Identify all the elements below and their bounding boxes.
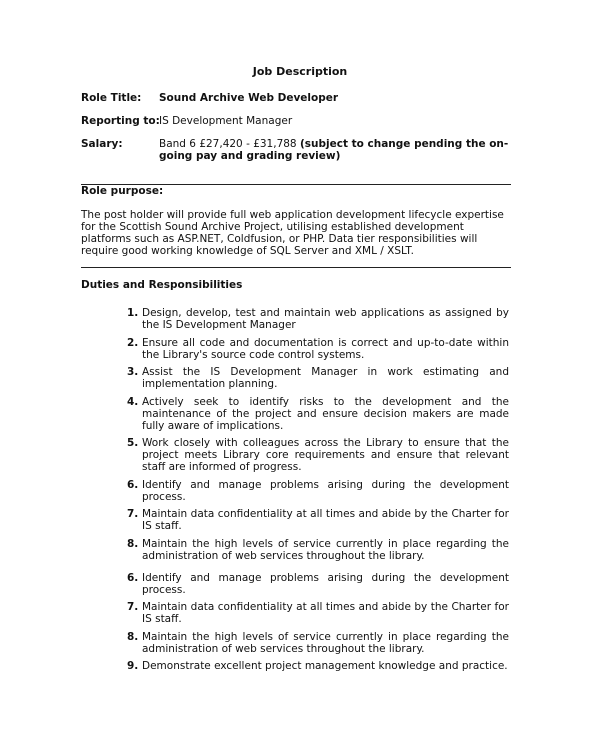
duty-number: 8.	[127, 538, 139, 550]
duty-number: 5.	[127, 437, 139, 449]
duty-text: Maintain the high levels of service currently in place regarding the administration of web services throughout the library.	[142, 631, 509, 655]
duty-text: Ensure all code and documentation is correct and up-to-date within the Library's source code control systems.	[142, 337, 509, 361]
divider-bottom	[81, 267, 511, 268]
duty-text: Design, develop, test and maintain web applications as assigned by the IS Development Manager	[142, 307, 509, 331]
role-purpose-text: The post holder will provide full web application development lifecycle expertise for the Scottish Sound Archive Project, utilising established development platforms such as ASP.NET, Coldfusion, or PHP. Data tier responsibilities will require good working knowledge of SQL Server and XML / XSLT.	[81, 209, 504, 257]
duty-text: Maintain data confidentiality at all times and abide by the Charter for IS staff.	[142, 508, 509, 532]
salary-label: Salary:	[81, 138, 123, 150]
role-purpose-heading: Role purpose:	[81, 185, 164, 197]
duty-number: 7.	[127, 601, 139, 613]
duty-number: 7.	[127, 508, 139, 520]
duty-text: Actively seek to identify risks to the development and the maintenance of the project and ensure decision makers are made fully aware of implications.	[142, 396, 509, 432]
duty-number: 9.	[127, 660, 139, 672]
duty-number: 4.	[127, 396, 139, 408]
document-title: Job Description	[252, 65, 348, 78]
duty-text: Identify and manage problems arising during the development process.	[142, 572, 509, 596]
duty-number: 8.	[127, 631, 139, 643]
duties-heading: Duties and Responsibilities	[81, 279, 243, 291]
role-title-value: Sound Archive Web Developer	[159, 92, 339, 104]
duty-text: Demonstrate excellent project management knowledge and practice.	[142, 660, 508, 672]
salary-band: Band 6 £27,420 - £31,788	[159, 138, 297, 150]
duty-text: Maintain the high levels of service currently in place regarding the administration of web services throughout the library.	[142, 538, 509, 562]
reporting-to-label: Reporting to:	[81, 115, 160, 127]
duty-number: 3.	[127, 366, 139, 378]
salary-value	[159, 138, 511, 162]
duty-text: Identify and manage problems arising during the development process.	[142, 479, 509, 503]
duty-text: Assist the IS Development Manager in work estimating and implementation planning.	[142, 366, 509, 390]
duty-text: Work closely with colleagues across the Library to ensure that the project meets Library core requirements and ensure that relevant staff are informed of progress.	[142, 437, 509, 473]
salary-note: (subject to change pending the on-going pay and grading review)	[159, 138, 509, 162]
duty-number: 6.	[127, 572, 139, 584]
duty-number: 1.	[127, 307, 139, 319]
duty-number: 6.	[127, 479, 139, 491]
duty-text: Maintain data confidentiality at all times and abide by the Charter for IS staff.	[142, 601, 509, 625]
reporting-to-value: IS Development Manager	[159, 115, 293, 127]
duty-number: 2.	[127, 337, 139, 349]
role-title-label: Role Title:	[81, 92, 142, 104]
